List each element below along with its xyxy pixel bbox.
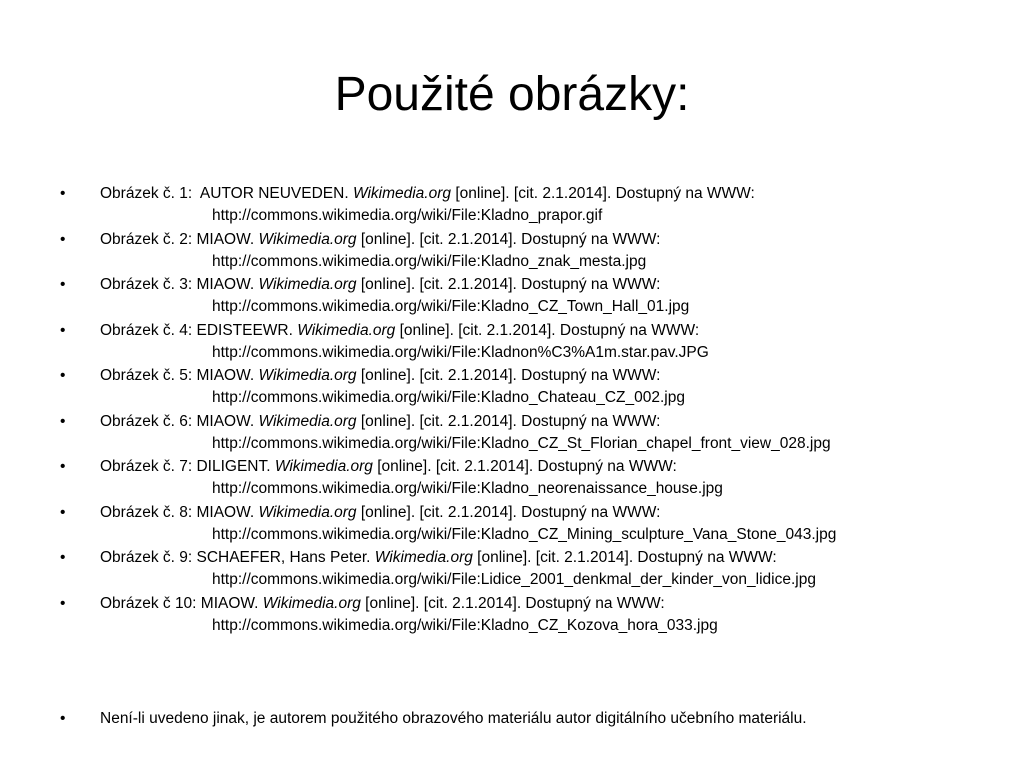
reference-prefix: Obrázek č. 2: MIAOW. bbox=[100, 230, 259, 248]
reference-prefix: Obrázek č 10: MIAOW. bbox=[100, 594, 263, 612]
bullet-icon: • bbox=[60, 412, 66, 430]
reference-item bbox=[0, 411, 1024, 457]
reference-citation bbox=[100, 229, 660, 251]
reference-source: Wikimedia.org bbox=[258, 230, 357, 248]
reference-suffix: [online]. [cit. 2.1.2014]. Dostupný na WWW: bbox=[360, 594, 665, 612]
reference-source: Wikimedia.org bbox=[262, 594, 361, 612]
reference-citation bbox=[100, 365, 660, 387]
bullet-icon: • bbox=[60, 230, 66, 248]
reference-suffix: [online]. [cit. 2.1.2014]. Dostupný na WWW: bbox=[395, 321, 700, 339]
reference-prefix: Obrázek č. 9: SCHAEFER, Hans Peter. bbox=[100, 549, 375, 566]
reference-citation bbox=[100, 547, 777, 569]
reference-source: Wikimedia.org bbox=[352, 185, 452, 202]
reference-citation bbox=[100, 274, 660, 296]
reference-citation bbox=[100, 320, 699, 342]
reference-item bbox=[0, 365, 1024, 411]
reference-suffix: [online]. [cit. 2.1.2014]. Dostupný na WWW: bbox=[356, 412, 661, 430]
reference-item bbox=[0, 456, 1024, 502]
reference-url: http://commons.wikimedia.org/wiki/File:Kladno_CZ_Kozova_hora_033.jpg bbox=[212, 616, 718, 634]
reference-prefix: Obrázek č. 3: MIAOW. bbox=[100, 276, 259, 293]
bullet-icon: • bbox=[60, 367, 66, 384]
bullet-icon: • bbox=[60, 594, 66, 612]
reference-item bbox=[0, 320, 1024, 366]
reference-citation bbox=[100, 502, 660, 524]
reference-source: Wikimedia.org bbox=[374, 549, 473, 566]
reference-suffix: [online]. [cit. 2.1.2014]. Dostupný na WWW: bbox=[356, 230, 661, 248]
reference-citation bbox=[100, 183, 755, 205]
reference-source: Wikimedia.org bbox=[297, 321, 396, 339]
reference-prefix: Obrázek č. 7: DILIGENT. bbox=[100, 458, 275, 475]
reference-suffix: [online]. [cit. 2.1.2014]. Dostupný na WWW: bbox=[472, 549, 777, 566]
bullet-icon: • bbox=[60, 276, 66, 293]
reference-item bbox=[0, 229, 1024, 275]
reference-url: http://commons.wikimedia.org/wiki/File:Kladno_CZ_St_Florian_chapel_front_view_028.jpg bbox=[212, 434, 831, 452]
bullet-icon: • bbox=[60, 549, 66, 566]
reference-prefix: Obrázek č. 1: AUTOR NEUVEDEN. bbox=[100, 185, 353, 202]
bullet-icon: • bbox=[60, 185, 66, 202]
reference-source: Wikimedia.org bbox=[258, 367, 357, 384]
reference-suffix: [online]. [cit. 2.1.2014]. Dostupný na WWW: bbox=[372, 458, 677, 475]
reference-prefix: Obrázek č. 4: EDISTEEWR. bbox=[100, 321, 298, 339]
reference-url: http://commons.wikimedia.org/wiki/File:Lidice_2001_denkmal_der_kinder_von_lidice.jpg bbox=[212, 571, 816, 588]
reference-url: http://commons.wikimedia.org/wiki/File:Kladno_CZ_Town_Hall_01.jpg bbox=[212, 298, 690, 315]
reference-url: http://commons.wikimedia.org/wiki/File:Kladnon%C3%A1m.star.pav.JPG bbox=[212, 343, 709, 361]
reference-suffix: [online]. [cit. 2.1.2014]. Dostupný na WWW: bbox=[451, 185, 755, 202]
reference-prefix: Obrázek č. 6: MIAOW. bbox=[100, 412, 259, 430]
slide-title: Použité obrázky: bbox=[334, 68, 690, 121]
bullet-icon: • bbox=[60, 458, 66, 475]
authorship-note-text: Není-li uvedeno jinak, je autorem použitého obrazového materiálu autor digitálního učebního materiálu. bbox=[100, 710, 807, 727]
reference-url: http://commons.wikimedia.org/wiki/File:Kladno_CZ_Mining_sculpture_Vana_Stone_043.jpg bbox=[212, 525, 837, 543]
reference-suffix: [online]. [cit. 2.1.2014]. Dostupný na WWW: bbox=[356, 367, 661, 384]
reference-suffix: [online]. [cit. 2.1.2014]. Dostupný na WWW: bbox=[356, 503, 661, 521]
reference-url: http://commons.wikimedia.org/wiki/File:Kladno_znak_mesta.jpg bbox=[212, 252, 647, 270]
bullet-icon: • bbox=[60, 710, 66, 727]
authorship-note bbox=[0, 708, 1024, 732]
reference-url: http://commons.wikimedia.org/wiki/File:Kladno_prapor.gif bbox=[212, 207, 603, 224]
reference-source: Wikimedia.org bbox=[258, 503, 357, 521]
reference-url: http://commons.wikimedia.org/wiki/File:Kladno_neorenaissance_house.jpg bbox=[212, 480, 723, 497]
reference-prefix: Obrázek č. 5: MIAOW. bbox=[100, 367, 259, 384]
reference-item bbox=[0, 547, 1024, 593]
reference-url: http://commons.wikimedia.org/wiki/File:Kladno_Chateau_CZ_002.jpg bbox=[212, 389, 685, 406]
reference-list bbox=[0, 183, 1024, 638]
reference-item bbox=[0, 274, 1024, 320]
reference-prefix: Obrázek č. 8: MIAOW. bbox=[100, 503, 259, 521]
bullet-icon: • bbox=[60, 503, 66, 521]
reference-item bbox=[0, 183, 1024, 229]
reference-source: Wikimedia.org bbox=[258, 276, 357, 293]
bullet-icon: • bbox=[60, 321, 66, 339]
reference-source: Wikimedia.org bbox=[274, 458, 373, 475]
reference-item bbox=[0, 593, 1024, 639]
reference-citation bbox=[100, 593, 665, 615]
reference-citation bbox=[100, 456, 677, 478]
reference-source: Wikimedia.org bbox=[258, 412, 357, 430]
reference-item bbox=[0, 502, 1024, 548]
reference-citation bbox=[100, 411, 660, 433]
reference-suffix: [online]. [cit. 2.1.2014]. Dostupný na WWW: bbox=[356, 276, 661, 293]
